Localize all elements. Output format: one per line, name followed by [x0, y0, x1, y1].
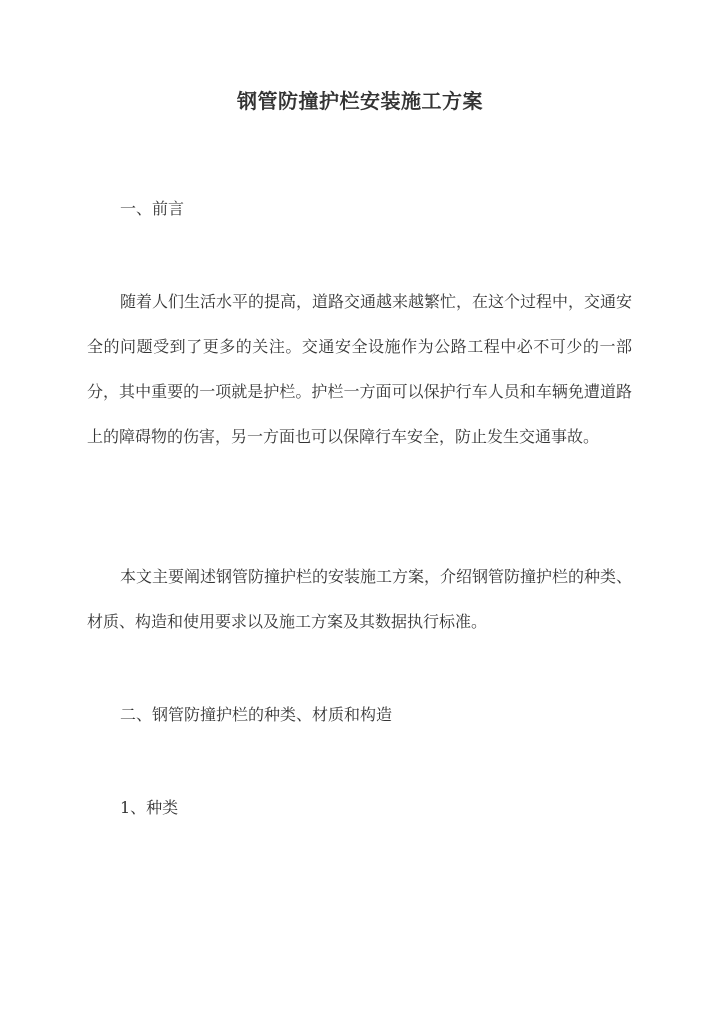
paragraph-introduction: 随着人们生活水平的提高，道路交通越来越繁忙，在这个过程中，交通安全的问题受到了更多的关注。交通安全设施作为公路工程中必不可少的一部分，其中重要的一项就是护栏。护栏一方面可以保护行车人员和车辆免遭道路上的障碍物的伤害，另一方面也可以保障行车安全，防止发生交通事故。	[87, 292, 633, 446]
section-heading-types-materials: 二、钢管防撞护栏的种类、材质和构造	[120, 705, 393, 724]
paragraph-overview: 本文主要阐述钢管防撞护栏的安装施工方案，介绍钢管防撞护栏的种类、材质、构造和使用要求以及施工方案及其数据执行标准。	[87, 567, 633, 631]
section-heading-preface: 一、前言	[120, 199, 185, 218]
document-title: 钢管防撞护栏安装施工方案	[237, 89, 483, 113]
subsection-heading-types: 1、种类	[120, 798, 179, 817]
